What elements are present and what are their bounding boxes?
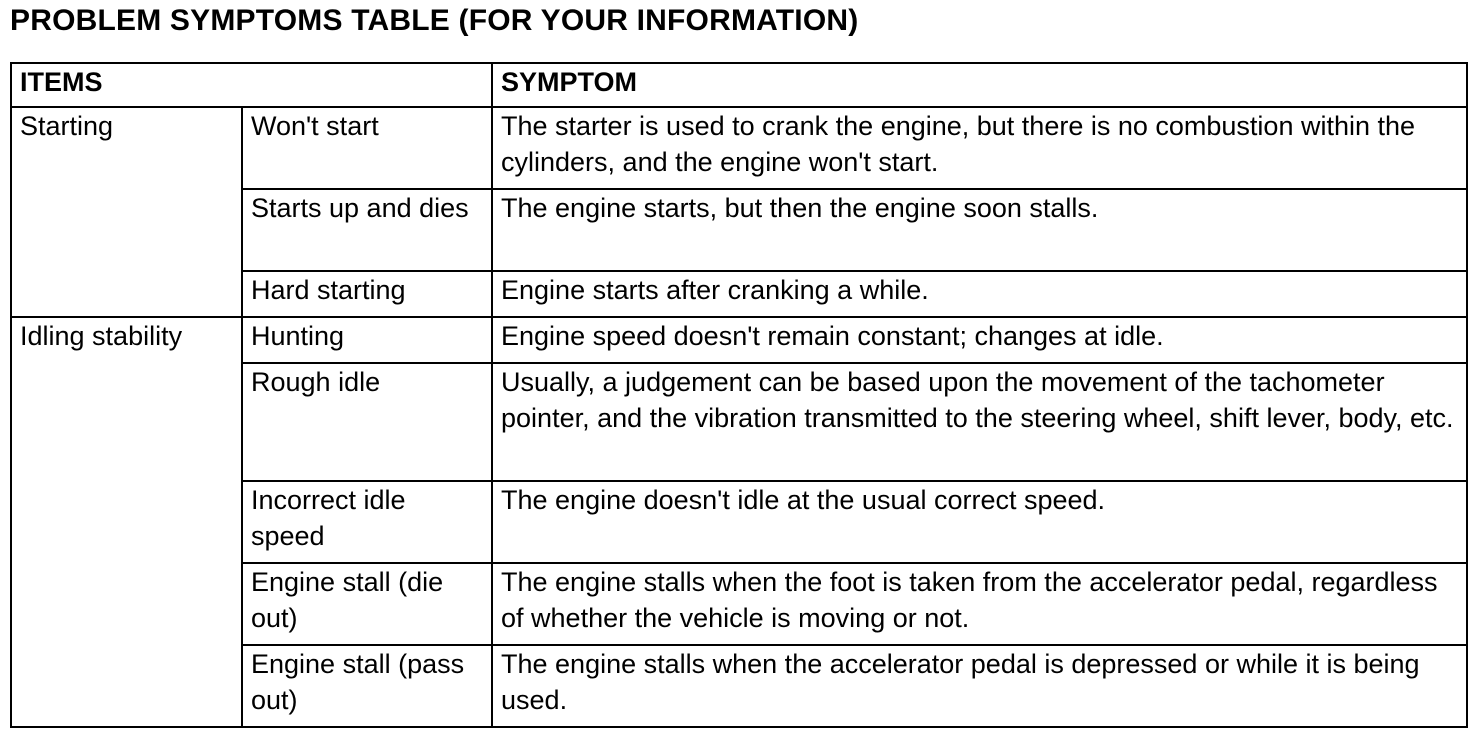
- category-cell: Idling stability: [11, 317, 242, 727]
- item-cell: Engine stall (die out): [242, 563, 492, 645]
- item-cell: Hard starting: [242, 271, 492, 317]
- symptom-cell: The engine doesn't idle at the usual correct speed.: [492, 481, 1467, 563]
- item-cell: Won't start: [242, 107, 492, 189]
- table-row: [11, 317, 1467, 363]
- table-header-row: [11, 63, 1467, 107]
- item-cell: Rough idle: [242, 363, 492, 481]
- category-cell: Starting: [11, 107, 242, 317]
- table-row: [11, 107, 1467, 189]
- item-cell: Starts up and dies: [242, 189, 492, 271]
- item-cell: Engine stall (pass out): [242, 645, 492, 727]
- symptom-cell: The engine starts, but then the engine soon stalls.: [492, 189, 1467, 271]
- symptom-cell: Usually, a judgement can be based upon the movement of the tachometer pointer, and the vibration transmitted to the steering wheel, shift lever, body, etc.: [492, 363, 1467, 481]
- page-title: PROBLEM SYMPTOMS TABLE (FOR YOUR INFORMATION): [10, 4, 859, 37]
- symptom-cell: The starter is used to crank the engine, but there is no combustion within the cylinders, and the engine won't start.: [492, 107, 1467, 189]
- symptom-cell: The engine stalls when the foot is taken from the accelerator pedal, regardless of whether the vehicle is moving or not.: [492, 563, 1467, 645]
- symptom-cell: Engine speed doesn't remain constant; changes at idle.: [492, 317, 1467, 363]
- items-column-header: ITEMS: [11, 63, 492, 107]
- symptom-cell: The engine stalls when the accelerator pedal is depressed or while it is being used.: [492, 645, 1467, 727]
- symptom-column-header: SYMPTOM: [492, 63, 1467, 107]
- problem-symptoms-table: [10, 62, 1468, 728]
- symptom-cell: Engine starts after cranking a while.: [492, 271, 1467, 317]
- item-cell: Hunting: [242, 317, 492, 363]
- item-cell: Incorrect idle speed: [242, 481, 492, 563]
